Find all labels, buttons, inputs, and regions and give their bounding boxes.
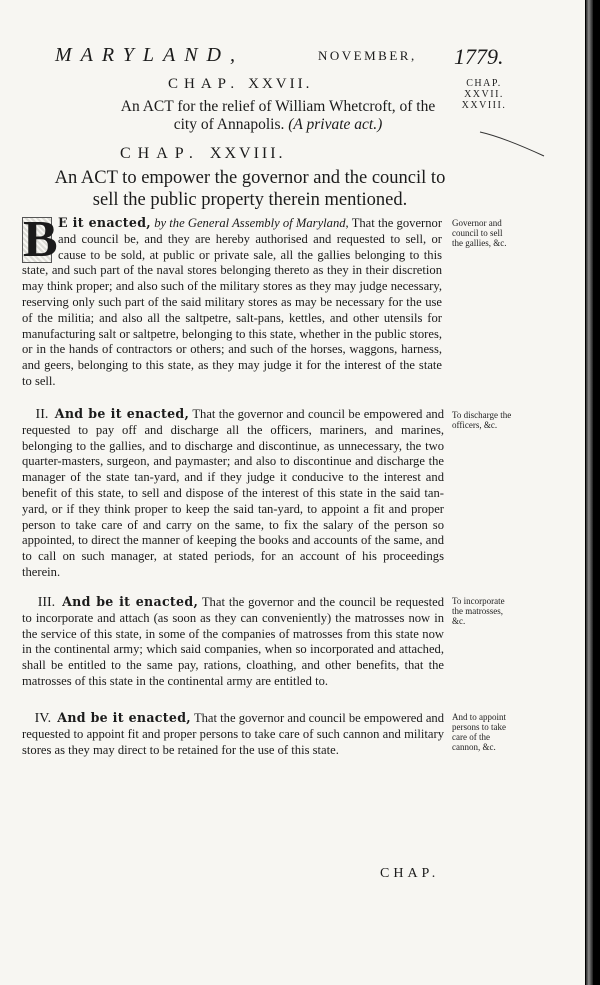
section-4-paragraph	[22, 710, 444, 758]
margin-chap-28: XXVIII.	[461, 100, 507, 111]
chapter-27-title-text: An ACT for the relief of William Whetcroft, of the city of Annapolis.	[120, 98, 436, 133]
chapter-27-number: XXVII.	[248, 76, 313, 92]
margin-chapter-list	[456, 78, 512, 111]
section-3-margin-note: To incorporate the matrosses, &c.	[452, 596, 505, 626]
chapter-27-chap: CHAP.	[168, 76, 241, 92]
running-head-state: MARYLAND,	[55, 44, 244, 66]
section-1-authority: by the General Assembly of Maryland,	[154, 216, 349, 230]
chapter-27-note: (A private act.)	[288, 116, 383, 133]
section-3-lead: And be it enacted,	[62, 594, 199, 609]
page-edge	[586, 0, 593, 985]
margin-chap-label: CHAP.	[466, 78, 502, 89]
section-2-text: That the governor and council be empowered and requested to pay off and discharge all the officers, mariners, and marines, belonging to the gallies, and to discharge and discontinue, as unnecessary, the two quarter-masters, surgeon, and paymaster; and also to discontinue and discharge the manager of the state tan-yard, and if they judge it conducive to the interest and benefit of this state, to sell and dispose of the interest of this state in the said tan-yard, or if they think proper to keep the said tan-yard, to appoint a fit and proper person to take care of and carry on the same, to fix the salary of the person so appointed, to direct the manner of keeping the books and accounts of the same, and to call on such manager, at stated periods, for an account of his proceedings therein.	[22, 407, 445, 579]
section-4-number: IV.	[34, 711, 52, 726]
section-3-text: That the governor and the council be requested to incorporate and attach (as soon as they can conveniently) the matrosses now in the service of this state, in some of the companies of matrosses from this state now in the continental army; which said companies, when so incorporated and attached, shall be entitled to the same pay, rations, cloathing, and other benefits, that the matrosses of this state in the continental army are entitled to.	[22, 595, 445, 688]
pen-mark-icon	[478, 126, 548, 166]
section-3-paragraph	[22, 594, 444, 690]
section-1-paragraph	[22, 211, 443, 390]
running-head-year: 1779.	[454, 44, 504, 69]
chapter-28-title: An ACT to empower the governor and the council to sell the public property therein mentioned.	[54, 168, 446, 210]
section-4-lead: And be it enacted,	[57, 710, 191, 725]
section-2-margin-note: To discharge the officers, &c.	[452, 410, 512, 430]
chapter-27-title	[108, 98, 448, 134]
chapter-28-chap: CHAP.	[120, 145, 200, 162]
section-2-lead: And be it enacted,	[54, 406, 190, 421]
drop-cap: B	[23, 211, 58, 268]
section-1-lead: E it enacted,	[58, 215, 151, 230]
section-1-margin-note: Governor and council to sell the gallies, &c.	[452, 218, 507, 248]
catchword: CHAP.	[380, 866, 440, 881]
margin-chap-27: XXVII.	[464, 89, 504, 100]
chapter-27-heading	[168, 76, 312, 93]
running-head-month: NOVEMBER,	[318, 48, 417, 63]
section-2-paragraph	[22, 406, 444, 581]
chapter-28-number: XXVIII.	[209, 145, 286, 162]
section-1-text: That the governor and council be, and they are hereby authorised and requested to sell, or cause to be sold, at public or private sale, all the gallies belonging to this state, and such part of the naval stores belonging thereto as they in their discretion may think proper; and also such of the military stores as they may judge necessary, reserving only such part of the said military stores as may be necessary for the use of the militia; and also all the saltpetre, salt-pans, kettles, and other utensils for manufacturing salt or saltpetre, belonging to this state, whether in the public stores, or in the hands of contractors or others; and such of the horses, waggons, harness, and geers, belonging to this state, as they may judge it for the interest of the state to sell.	[22, 216, 443, 388]
section-2-number: II.	[35, 407, 49, 422]
section-4-text: That the governor and council be empowered and requested to appoint fit and proper persons to take care of such cannon and military stores as they may direct to be retained for the use of this state.	[22, 711, 445, 757]
section-3-number: III.	[37, 595, 56, 610]
section-4-margin-note: And to appoint persons to take care of the cannon, &c.	[452, 712, 506, 752]
chapter-28-heading	[120, 145, 286, 163]
